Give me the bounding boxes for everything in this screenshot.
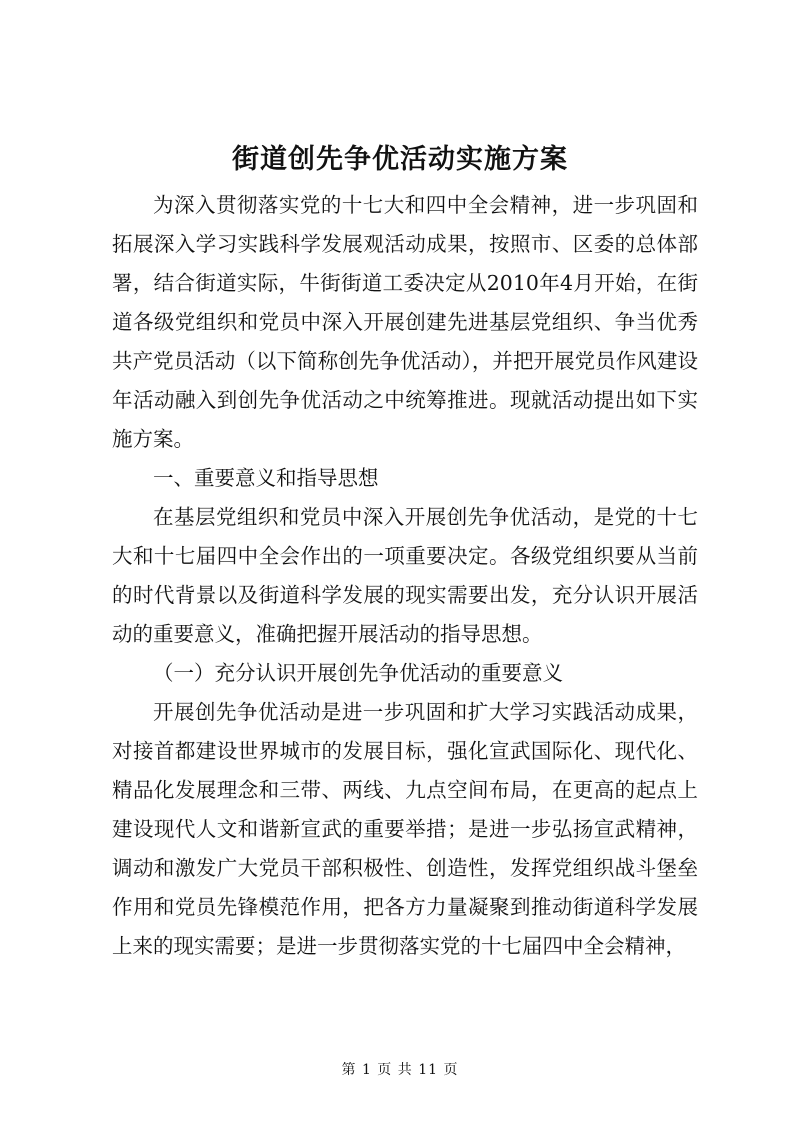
paragraph-intro: 为深入贯彻落实党的十七大和四中全会精神，进一步巩固和拓展深入学习实践科学发展观活动成果，按照市、区委的总体部署，结合街道实际，牛街街道工委决定从2010年4月开始，在街道各级党组织和党员中深入开展创建先进基层党组织、争当优秀共产党员活动（以下简称创先争优活动），并把开展党员作风建设年活动融入到创先争优活动之中统筹推进。现就活动提出如下实施方案。 xyxy=(112,193,698,451)
document-body xyxy=(112,186,698,966)
document-title: 街道创先争优活动实施方案 xyxy=(232,144,568,175)
section-heading-1: 一、重要意义和指导思想 xyxy=(153,466,379,490)
subsection-heading-1: （一）充分认识开展创先争优活动的重要意义 xyxy=(153,661,563,685)
page-footer: 第 1 页 共 11 页 xyxy=(341,1062,459,1078)
paragraph-subsection-1: 开展创先争优活动是进一步巩固和扩大学习实践活动成果，对接首都建设世界城市的发展目标，强化宣武国际化、现代化、精品化发展理念和三带、两线、九点空间布局，在更高的起点上建设现代人文和谐新宣武的重要举措；是进一步弘扬宣武精神，调动和激发广大党员干部积极性、创造性，发挥党组织战斗堡垒作用和党员先锋模范作用，把各方力量凝聚到推动街道科学发展上来的现实需要；是进一步贯彻落实党的十七届四中全会精神， xyxy=(112,700,698,958)
paragraph-section-1: 在基层党组织和党员中深入开展创先争优活动，是党的十七大和十七届四中全会作出的一项重要决定。各级党组织要从当前的时代背景以及街道科学发展的现实需要出发，充分认识开展活动的重要意义，准确把握开展活动的指导思想。 xyxy=(112,505,698,646)
